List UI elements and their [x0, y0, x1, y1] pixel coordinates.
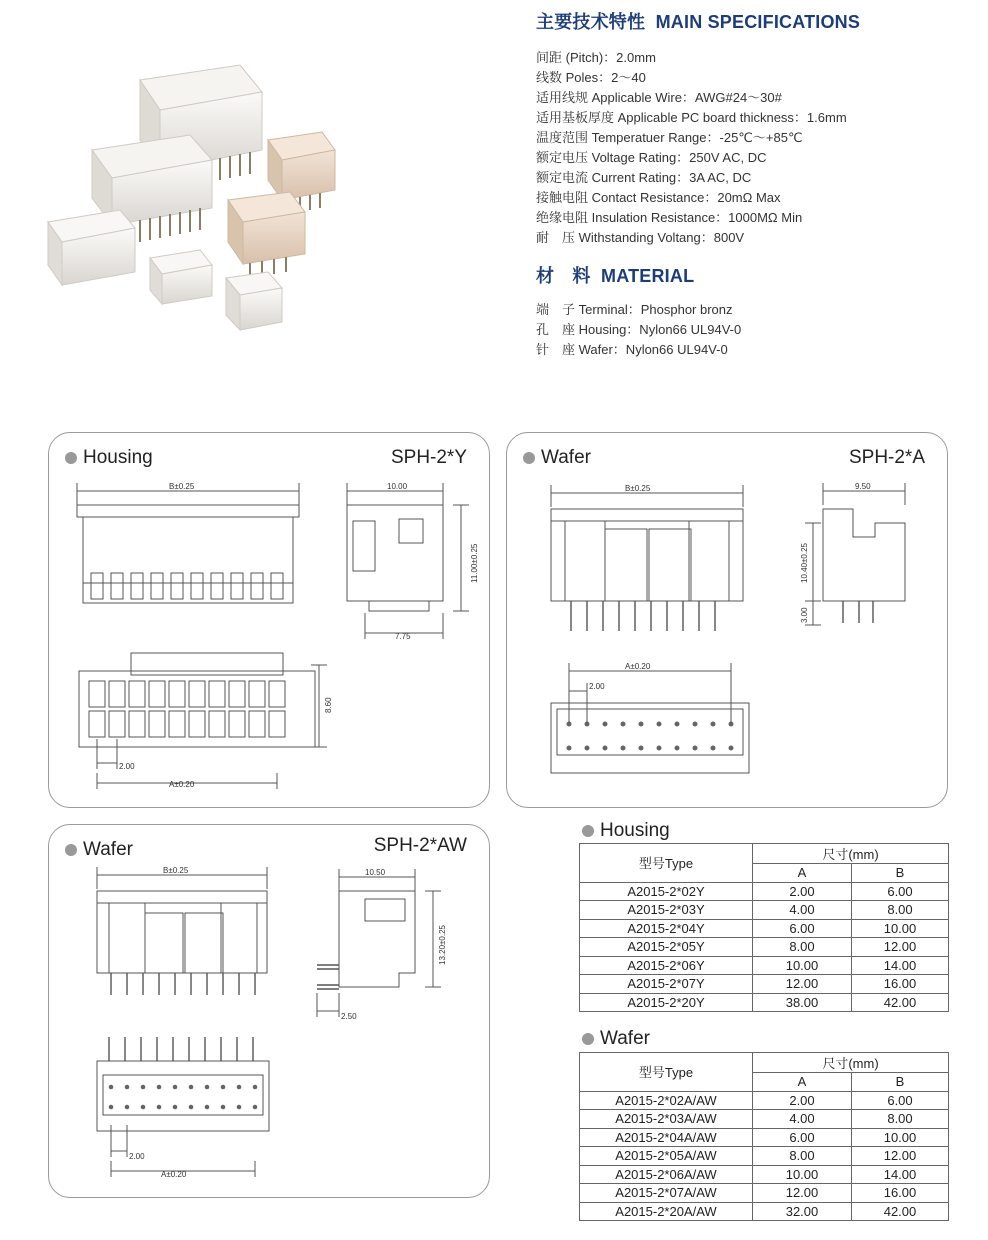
type-header: 型号Type	[580, 1053, 753, 1092]
wafer-aw-drawing-panel	[48, 824, 490, 1198]
dim-label-pitch: 2.00	[589, 682, 605, 691]
b-cell: 42.00	[852, 1202, 949, 1221]
table-row	[580, 1110, 949, 1129]
type-cell: A2015-2*05Y	[580, 938, 753, 957]
type-cell: A2015-2*02A/AW	[580, 1091, 753, 1110]
material-line: 端 子 Terminal：Phosphor bronz	[536, 302, 733, 317]
b-cell: 14.00	[852, 1165, 949, 1184]
spec-line: 额定电压 Voltage Rating：250V AC, DC	[536, 150, 767, 165]
specifications-list	[536, 48, 860, 248]
size-header: 尺寸(mm)	[753, 1053, 949, 1073]
bullet-dot-icon	[582, 1033, 594, 1045]
material-title-en: MATERIAL	[601, 266, 695, 286]
table-row	[580, 993, 949, 1012]
dim-label-a: A±0.20	[161, 1170, 187, 1179]
dim-label-w: 10.50	[365, 868, 386, 877]
dim-label-b: B±0.25	[625, 484, 651, 493]
dim-label-a: A±0.20	[169, 780, 195, 789]
table-row	[580, 882, 949, 901]
table-row	[580, 1147, 949, 1166]
spec-line: 耐 压 Withstanding Voltang：800V	[536, 230, 745, 245]
housing-drawing	[49, 433, 489, 807]
bullet-dot-icon	[582, 825, 594, 837]
dim-label-h: 10.40±0.25	[800, 543, 809, 583]
col-a-header: A	[753, 864, 852, 883]
b-cell: 6.00	[852, 1091, 949, 1110]
size-header: 尺寸(mm)	[753, 844, 949, 864]
spec-line: 适用基板厚度 Applicable PC board thickness：1.6mm	[536, 110, 847, 125]
wafer-aw-panel-title-text: Wafer	[83, 839, 133, 860]
type-cell: A2015-2*03Y	[580, 901, 753, 920]
dim-label-h: 11.00±0.25	[470, 543, 479, 583]
a-cell: 6.00	[753, 919, 852, 938]
table-row	[580, 1091, 949, 1110]
a-cell: 38.00	[753, 993, 852, 1012]
b-cell: 14.00	[852, 956, 949, 975]
housing-drawing-panel	[48, 432, 490, 808]
spec-line: 间距 (Pitch)：2.0mm	[536, 50, 656, 65]
table-row	[580, 919, 949, 938]
table-row	[580, 1165, 949, 1184]
dim-label-w: 10.00	[387, 482, 408, 491]
wafer-aw-drawing	[49, 825, 489, 1197]
b-cell: 8.00	[852, 1110, 949, 1129]
type-cell: A2015-2*02Y	[580, 882, 753, 901]
specifications-title	[536, 8, 860, 34]
material-line: 针 座 Wafer：Nylon66 UL94V-0	[536, 342, 728, 357]
spec-line: 绝缘电阻 Insulation Resistance：1000MΩ Min	[536, 210, 803, 225]
b-cell: 16.00	[852, 975, 949, 994]
dim-label-t: 3.00	[800, 607, 809, 623]
spec-line: 额定电流 Current Rating：3A AC, DC	[536, 170, 752, 185]
wafer-a-panel-title-text: Wafer	[541, 447, 591, 468]
type-cell: A2015-2*04A/AW	[580, 1128, 753, 1147]
dim-label-b: B±0.25	[163, 866, 189, 875]
dim-label-pitch: 2.00	[129, 1152, 145, 1161]
housing-medium	[150, 250, 212, 304]
spec-line: 线数 Poles：2～40	[536, 70, 646, 85]
dim-label-d: 7.75	[395, 632, 411, 641]
a-cell: 6.00	[753, 1128, 852, 1147]
wafer-beige-medium	[228, 192, 305, 278]
b-cell: 42.00	[852, 993, 949, 1012]
a-cell: 32.00	[753, 1202, 852, 1221]
housing-dimension-table	[579, 843, 949, 1012]
housing-table-title	[582, 820, 670, 842]
type-cell: A2015-2*04Y	[580, 919, 753, 938]
wafer-aw-model-label: SPH-2*AW	[373, 835, 467, 856]
material-list	[536, 300, 741, 360]
wafer-a-model-label: SPH-2*A	[848, 447, 925, 468]
material-title-cn: 材 料	[536, 266, 591, 286]
specifications-title-cn: 主要技术特性	[536, 12, 646, 32]
dim-label-w: 9.50	[855, 482, 871, 491]
table-row	[580, 1128, 949, 1147]
wafer-table-title	[582, 1028, 650, 1050]
a-cell: 2.00	[753, 1091, 852, 1110]
type-cell: A2015-2*20A/AW	[580, 1202, 753, 1221]
wafer-dimension-table	[579, 1052, 949, 1221]
housing-table-title-text: Housing	[600, 820, 670, 841]
product-photo	[0, 0, 400, 360]
wafer-a-drawing-panel	[506, 432, 948, 808]
b-cell: 16.00	[852, 1184, 949, 1203]
housing-panel-title-text: Housing	[83, 447, 153, 468]
table-row	[580, 1202, 949, 1221]
a-cell: 10.00	[753, 956, 852, 975]
wafer-a-drawing	[507, 433, 947, 807]
col-a-header: A	[753, 1073, 852, 1092]
a-cell: 12.00	[753, 975, 852, 994]
b-cell: 12.00	[852, 1147, 949, 1166]
type-cell: A2015-2*05A/AW	[580, 1147, 753, 1166]
housing-large	[48, 210, 135, 285]
table-header-row	[580, 1053, 949, 1073]
specifications-section	[536, 8, 860, 248]
table-header-row	[580, 844, 949, 864]
dim-label-a: A±0.20	[625, 662, 651, 671]
dim-label-b: B±0.25	[169, 482, 195, 491]
dim-label-pitch: 2.00	[119, 762, 135, 771]
type-header: 型号Type	[580, 844, 753, 883]
col-b-header: B	[852, 864, 949, 883]
specifications-title-en: MAIN SPECIFICATIONS	[655, 12, 861, 32]
spec-line: 接触电阻 Contact Resistance：20mΩ Max	[536, 190, 781, 205]
wafer-table-title-text: Wafer	[600, 1028, 650, 1049]
table-row	[580, 956, 949, 975]
dim-label-t: 2.50	[341, 1012, 357, 1021]
type-cell: A2015-2*07Y	[580, 975, 753, 994]
table-row	[580, 975, 949, 994]
a-cell: 12.00	[753, 1184, 852, 1203]
b-cell: 10.00	[852, 1128, 949, 1147]
b-cell: 6.00	[852, 882, 949, 901]
housing-small	[226, 272, 282, 330]
dim-label-h: 13.20±0.25	[438, 925, 447, 965]
table-row	[580, 938, 949, 957]
type-cell: A2015-2*06Y	[580, 956, 753, 975]
material-line: 孔 座 Housing：Nylon66 UL94V-0	[536, 322, 742, 337]
a-cell: 10.00	[753, 1165, 852, 1184]
table-row	[580, 901, 949, 920]
spec-line: 适用线规 Applicable Wire：AWG#24～30#	[536, 90, 782, 105]
a-cell: 4.00	[753, 901, 852, 920]
table-row	[580, 1184, 949, 1203]
a-cell: 8.00	[753, 1147, 852, 1166]
dim-label-hh: 8.60	[324, 697, 333, 713]
col-b-header: B	[852, 1073, 949, 1092]
material-title	[536, 262, 741, 288]
a-cell: 4.00	[753, 1110, 852, 1129]
b-cell: 10.00	[852, 919, 949, 938]
type-cell: A2015-2*06A/AW	[580, 1165, 753, 1184]
type-cell: A2015-2*03A/AW	[580, 1110, 753, 1129]
spec-line: 温度范围 Temperatuer Range：-25℃～+85℃	[536, 130, 803, 145]
b-cell: 8.00	[852, 901, 949, 920]
a-cell: 2.00	[753, 882, 852, 901]
a-cell: 8.00	[753, 938, 852, 957]
type-cell: A2015-2*20Y	[580, 993, 753, 1012]
material-section	[536, 262, 741, 360]
b-cell: 12.00	[852, 938, 949, 957]
type-cell: A2015-2*07A/AW	[580, 1184, 753, 1203]
housing-model-label: SPH-2*Y	[390, 447, 467, 468]
connector-illustration	[0, 0, 400, 360]
